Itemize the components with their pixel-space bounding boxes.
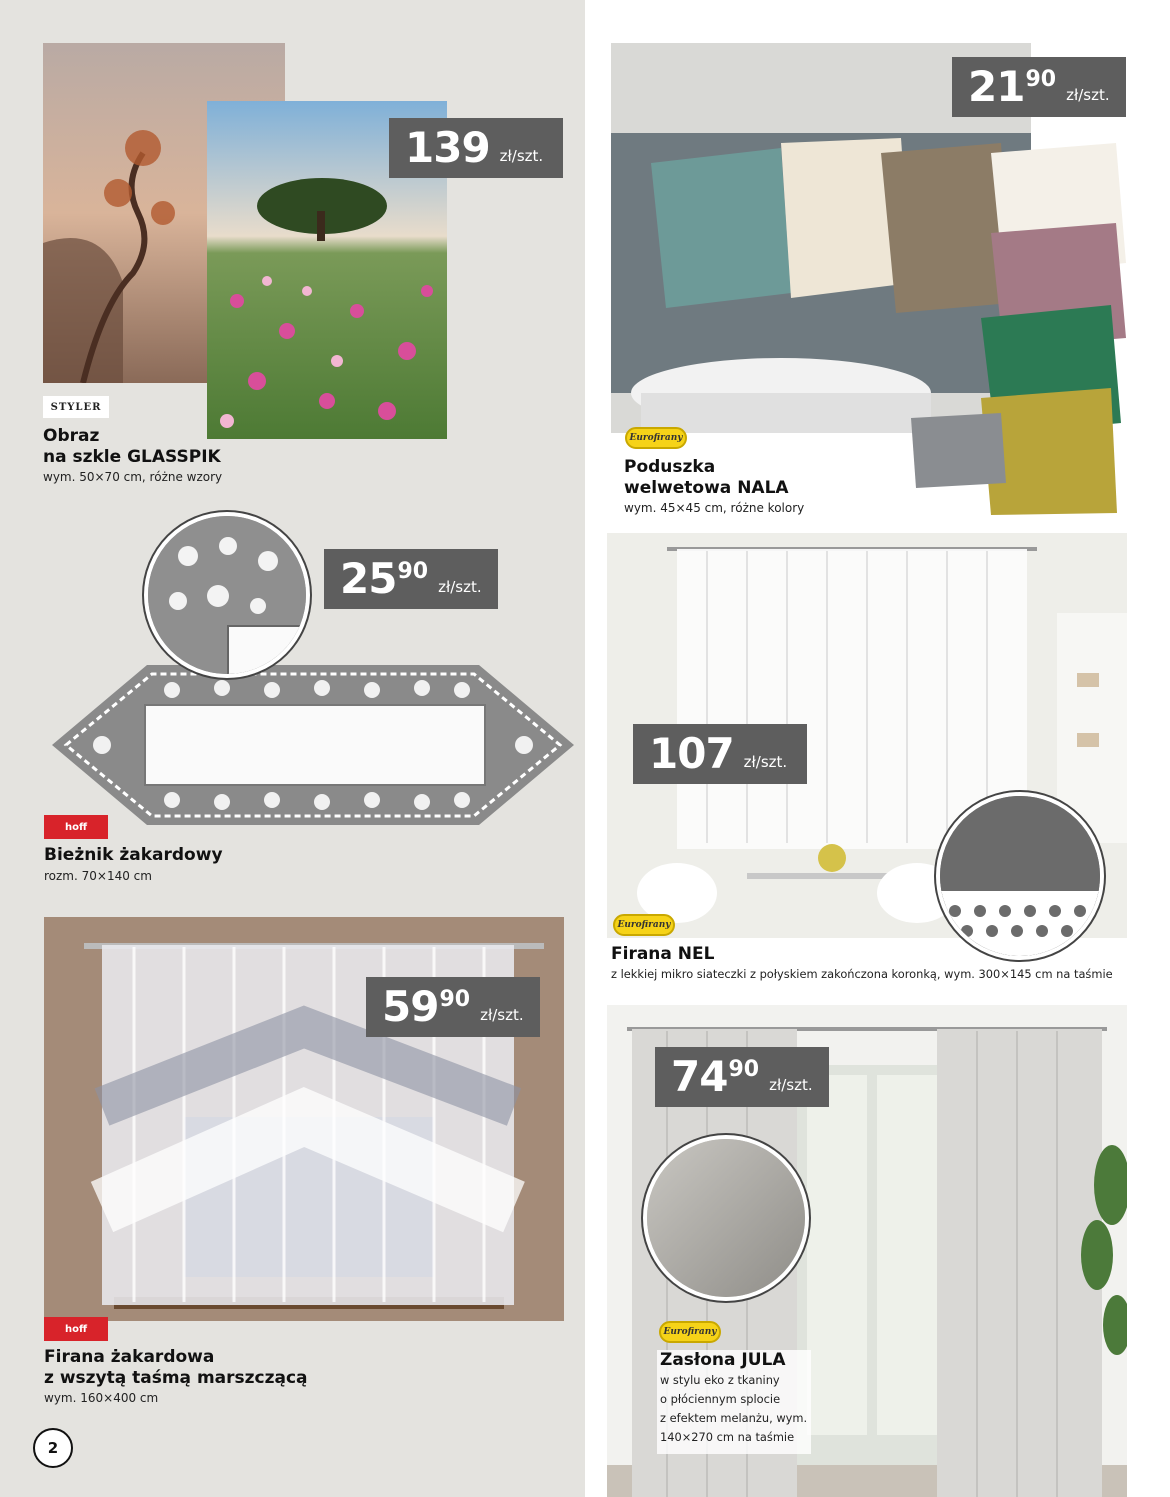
cushion-description: wym. 45×45 cm, różne kolory bbox=[624, 501, 805, 515]
price-unit: zł/szt. bbox=[480, 1006, 524, 1024]
product-runner bbox=[0, 500, 585, 900]
title-line: welwetowa NALA bbox=[624, 478, 789, 498]
runner-detail-circle bbox=[144, 512, 310, 678]
title-line: Firana żakardowa bbox=[44, 1347, 215, 1367]
price-main: 74 bbox=[671, 1052, 728, 1101]
price-tag-runner bbox=[324, 549, 498, 609]
jula-title: Zasłona JULA bbox=[660, 1350, 786, 1370]
price-unit: zł/szt. bbox=[1066, 86, 1110, 104]
price-tag-glasspik bbox=[389, 118, 563, 178]
brand-text: STYLER bbox=[50, 401, 102, 413]
glasspik-description: wym. 50×70 cm, różne wzory bbox=[43, 470, 223, 484]
price-main: 21 bbox=[968, 62, 1025, 111]
brand-text: Eurofirany bbox=[663, 1327, 717, 1337]
hoff-logo bbox=[44, 1317, 108, 1341]
price-main: 139 bbox=[405, 123, 490, 172]
desc-line: o płóciennym splocie bbox=[660, 1392, 781, 1406]
price-tag-jula bbox=[655, 1047, 829, 1107]
price-cents: 90 bbox=[397, 559, 429, 584]
product-nel-curtain bbox=[585, 530, 1170, 990]
desc-line: 140×270 cm na taśmie bbox=[660, 1430, 795, 1444]
eurofirany-logo bbox=[613, 914, 675, 936]
price-main: 25 bbox=[340, 554, 397, 603]
nel-description: z lekkiej mikro siateczki z połyskiem zakończona koronką, wym. 300×145 cm na taśmie bbox=[611, 967, 1113, 981]
price-unit: zł/szt. bbox=[438, 578, 482, 596]
runner-image bbox=[52, 660, 574, 830]
brand-text: Eurofirany bbox=[617, 920, 671, 930]
cushion-title bbox=[624, 457, 789, 499]
price-cents: 90 bbox=[728, 1057, 760, 1082]
title-line: z wszytą taśmą marszczącą bbox=[44, 1368, 308, 1388]
title-line: Obraz bbox=[43, 426, 100, 446]
brand-text: Eurofirany bbox=[629, 433, 683, 443]
product-jula-curtain bbox=[585, 990, 1170, 1497]
glasspik-title bbox=[43, 426, 221, 468]
price-unit: zł/szt. bbox=[743, 753, 788, 771]
price-unit: zł/szt. bbox=[499, 147, 544, 165]
price-main: 59 bbox=[382, 982, 439, 1031]
price-tag-cushion bbox=[952, 57, 1126, 117]
hoff-logo bbox=[44, 815, 108, 839]
jacquard-description: wym. 160×400 cm bbox=[44, 1391, 159, 1405]
runner-description: rozm. 70×140 cm bbox=[44, 869, 152, 883]
mesh-detail bbox=[940, 796, 1100, 956]
eurofirany-logo bbox=[659, 1321, 721, 1343]
nel-detail-circle bbox=[936, 792, 1104, 960]
nel-title: Firana NEL bbox=[611, 944, 715, 964]
price-main: 107 bbox=[649, 729, 734, 778]
price-cents: 90 bbox=[439, 987, 471, 1012]
product-glasspik bbox=[0, 0, 585, 500]
jula-description bbox=[657, 1371, 811, 1447]
price-tag-jacquard bbox=[366, 977, 540, 1037]
jula-text-panel bbox=[657, 1350, 811, 1454]
desc-line: w stylu eko z tkaniny bbox=[660, 1373, 780, 1387]
styler-logo bbox=[43, 396, 109, 418]
runner-title: Bieżnik żakardowy bbox=[44, 845, 223, 865]
desc-line: z efektem melanżu, wym. bbox=[660, 1411, 808, 1425]
fabric-detail bbox=[647, 1139, 805, 1297]
jula-detail-circle bbox=[643, 1135, 809, 1301]
title-line: Poduszka bbox=[624, 457, 716, 477]
eurofirany-logo bbox=[625, 427, 687, 449]
brand-text: hoff bbox=[64, 821, 88, 833]
brand-text: hoff bbox=[64, 1323, 88, 1335]
title-line: na szkle GLASSPIK bbox=[43, 447, 221, 467]
price-tag-nel bbox=[633, 724, 807, 784]
product-jacquard-curtain bbox=[0, 900, 585, 1420]
jacquard-title bbox=[44, 1347, 308, 1389]
product-cushion bbox=[585, 0, 1170, 530]
price-unit: zł/szt. bbox=[769, 1076, 813, 1094]
lace-detail bbox=[148, 516, 306, 674]
price-cents: 90 bbox=[1025, 67, 1057, 92]
page-number: 2 bbox=[33, 1428, 73, 1468]
